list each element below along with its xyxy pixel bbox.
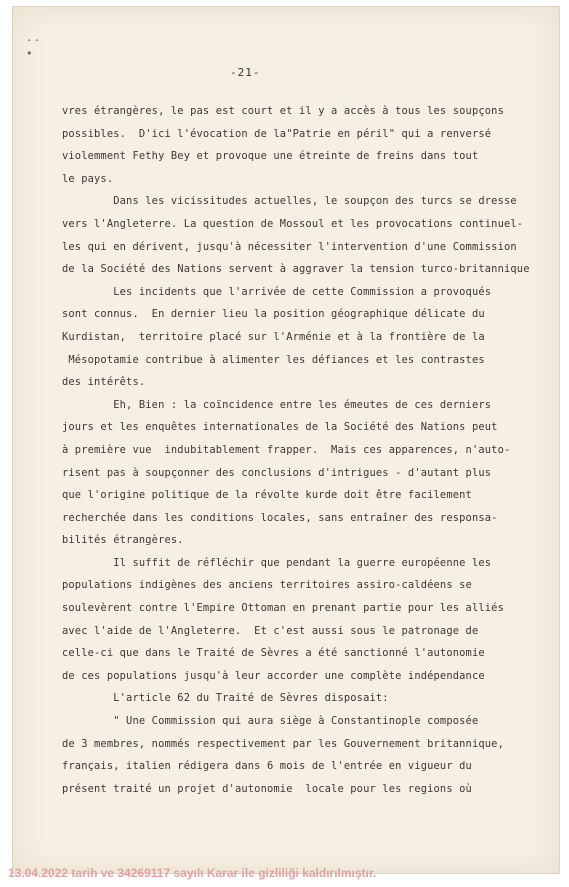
page-number: -21-	[230, 66, 261, 79]
text-line: Dans les vicissitudes actuelles, le soupçon des turcs se dresse	[62, 195, 517, 208]
text-line: à première vue indubitablement frapper. Mais ces apparences, n'auto-	[62, 443, 511, 456]
punch-mark: ·· •	[26, 34, 42, 60]
text-line: vers l'Angleterre. La question de Mossoul et les provocations continuel-	[62, 217, 524, 230]
text-line: Mésopotamie contribue à alimenter les défiances et les contrastes	[62, 353, 485, 366]
text-line: Il suffit de réfléchir que pendant la guerre européenne les	[62, 556, 492, 569]
text-line: soulevèrent contre l'Empire Ottoman en prenant partie pour les alliés	[62, 602, 504, 615]
text-line: sont connus. En dernier lieu la position géographique délicate du	[62, 308, 485, 321]
text-line: populations indigènes des anciens territoires assiro-caldéens se	[62, 579, 472, 592]
text-line: bilités étrangères.	[62, 534, 184, 547]
text-line: risent pas à soupçonner des conclusions d'intrigues - d'autant plus	[62, 466, 492, 479]
text-line: Kurdistan, territoire placé sur l'Arménie et à la frontière de la	[62, 330, 485, 343]
text-line: violemment Fethy Bey et provoque une étreinte de freins dans tout	[62, 150, 479, 163]
text-line: L'article 62 du Traité de Sèvres disposait:	[62, 692, 389, 705]
text-line: que l'origine politique de la révolte kurde doit être facilement	[62, 489, 472, 502]
text-line: Eh, Bien : la coïncidence entre les émeutes de ces derniers	[62, 398, 492, 411]
text-line: celle-ci que dans le Traité de Sèvres a été sanctionné l'autonomie	[62, 647, 485, 660]
text-line: possibles. D'ici l'évocation de la"Patrie en péril" qui a renversé	[62, 127, 492, 140]
text-line: de 3 membres, nommés respectivement par les Gouvernement britannique,	[62, 737, 504, 750]
text-line: avec l'aide de l'Angleterre. Et c'est aussi sous le patronage de	[62, 624, 479, 637]
text-line: le pays.	[62, 172, 114, 185]
document-body	[62, 100, 552, 800]
text-line: jours et les enquêtes internationales de la Société des Nations peut	[62, 421, 498, 434]
text-line: " Une Commission qui aura siège à Constantinople composée	[62, 715, 479, 728]
text-line: vres étrangères, le pas est court et il y a accès à tous les soupçons	[62, 105, 504, 117]
text-line: recherchée dans les conditions locales, sans entraîner des responsa-	[62, 511, 498, 524]
text-line: français, italien rédigera dans 6 mois de l'entrée en vigueur du	[62, 760, 472, 773]
text-line: de ces populations jusqu'à leur accorder une complète indépendance	[62, 669, 485, 682]
text-line: les qui en dérivent, jusqu'à nécessiter l'intervention d'une Commission	[62, 240, 517, 253]
text-line: des intérêts.	[62, 376, 146, 389]
declassification-note: 13.04.2022 tarih ve 34269117 sayılı Karar ile gizliliği kaldırılmıştır.	[8, 866, 377, 880]
text-line: de la Société des Nations servent à aggraver la tension turco-britannique	[62, 263, 530, 276]
text-line: Les incidents que l'arrivée de cette Commission a provoqués	[62, 285, 492, 298]
text-line: présent traité un projet d'autonomie locale pour les regions où	[62, 782, 472, 795]
